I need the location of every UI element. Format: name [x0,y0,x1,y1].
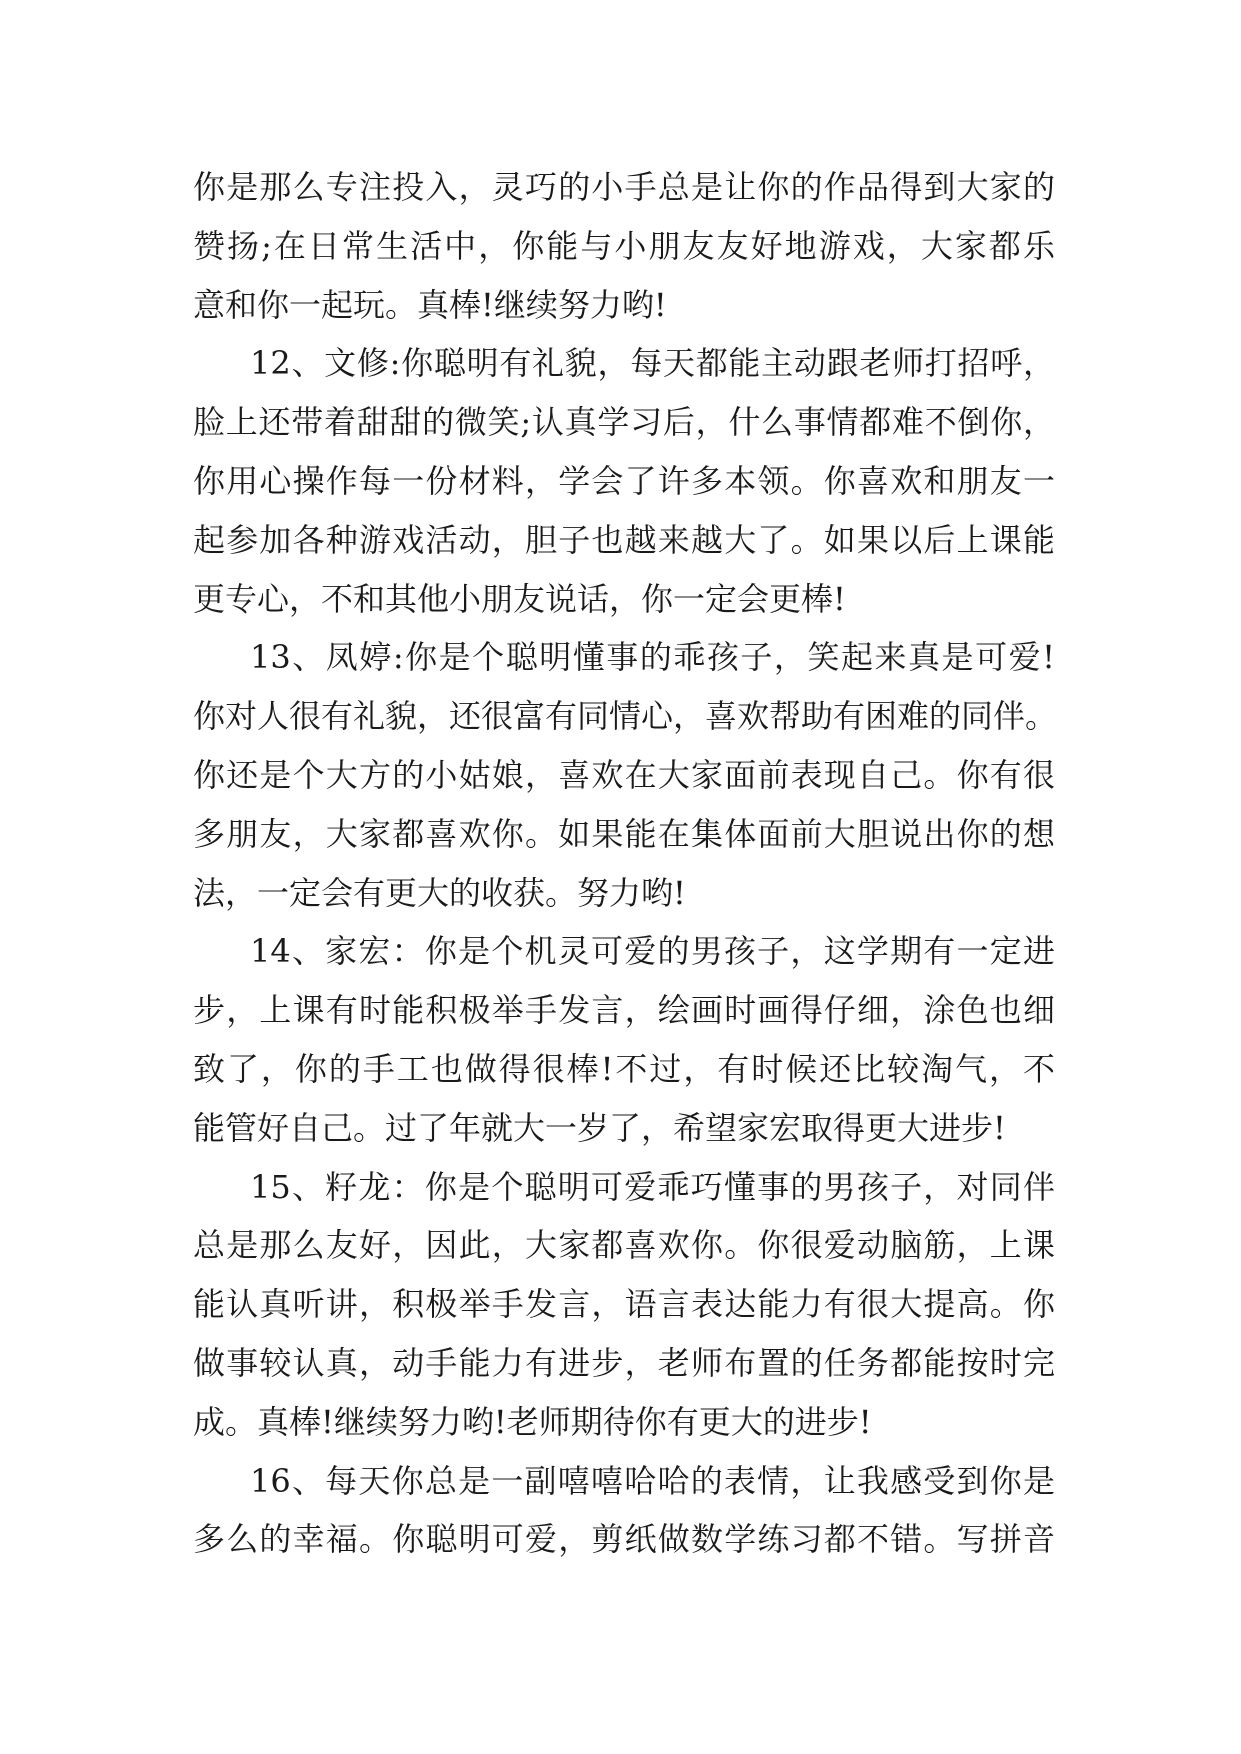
paragraph-first-line: 13、凤婷:你是个聪明懂事的乖孩子，笑起来真是可爱! [250,638,1055,677]
text-line: 能认真听讲，积极举手发言，语言表达能力有很大提高。你 [193,1285,1055,1324]
text-line: 总是那么友好，因此，大家都喜欢你。你很爱动脑筋，上课 [193,1226,1055,1265]
paragraph-first-line: 12、文修:你聪明有礼貌，每天都能主动跟老师打招呼， [250,344,1055,383]
text-line: 成。真棒!继续努力哟!老师期待你有更大的进步! [193,1402,872,1441]
text-line: 赞扬;在日常生活中，你能与小朋友友好地游戏，大家都乐 [193,226,1055,265]
text-line: 起参加各种游戏活动，胆子也越来越大了。如果以后上课能 [193,520,1055,559]
paragraph-first-line: 15、籽龙：你是个聪明可爱乖巧懂事的男孩子，对同伴 [250,1167,1055,1206]
paragraph-first-line: 16、每天你总是一副嘻嘻哈哈的表情，让我感受到你是 [250,1461,1055,1500]
text-line: 多朋友，大家都喜欢你。如果能在集体面前大胆说出你的想 [193,814,1055,853]
document-text-body [193,158,1058,1569]
text-line: 意和你一起玩。真棒!继续努力哟! [193,285,667,324]
text-line: 做事较认真，动手能力有进步，老师布置的任务都能按时完 [193,1343,1055,1382]
text-line: 脸上还带着甜甜的微笑;认真学习后，什么事情都难不倒你， [193,403,1055,442]
text-line: 法，一定会有更大的收获。努力哟! [193,873,686,912]
text-line: 你用心操作每一份材料，学会了许多本领。你喜欢和朋友一 [193,461,1055,500]
text-line: 致了，你的手工也做得很棒!不过，有时候还比较淘气，不 [193,1049,1055,1088]
text-line: 多么的幸福。你聪明可爱，剪纸做数学练习都不错。写拼音 [193,1520,1055,1559]
text-line: 更专心，不和其他小朋友说话，你一定会更棒! [193,579,846,618]
text-line: 你还是个大方的小姑娘，喜欢在大家面前表现自己。你有很 [193,755,1055,794]
text-line: 你对人很有礼貌，还很富有同情心，喜欢帮助有困难的同伴。 [193,697,1058,736]
paragraph-first-line: 14、家宏：你是个机灵可爱的男孩子，这学期有一定进 [250,932,1055,971]
text-line: 你是那么专注投入，灵巧的小手总是让你的作品得到大家的 [193,168,1055,206]
text-line: 步，上课有时能积极举手发言，绘画时画得仔细，涂色也细 [193,991,1055,1030]
text-line: 能管好自己。过了年就大一岁了，希望家宏取得更大进步! [193,1108,1006,1147]
